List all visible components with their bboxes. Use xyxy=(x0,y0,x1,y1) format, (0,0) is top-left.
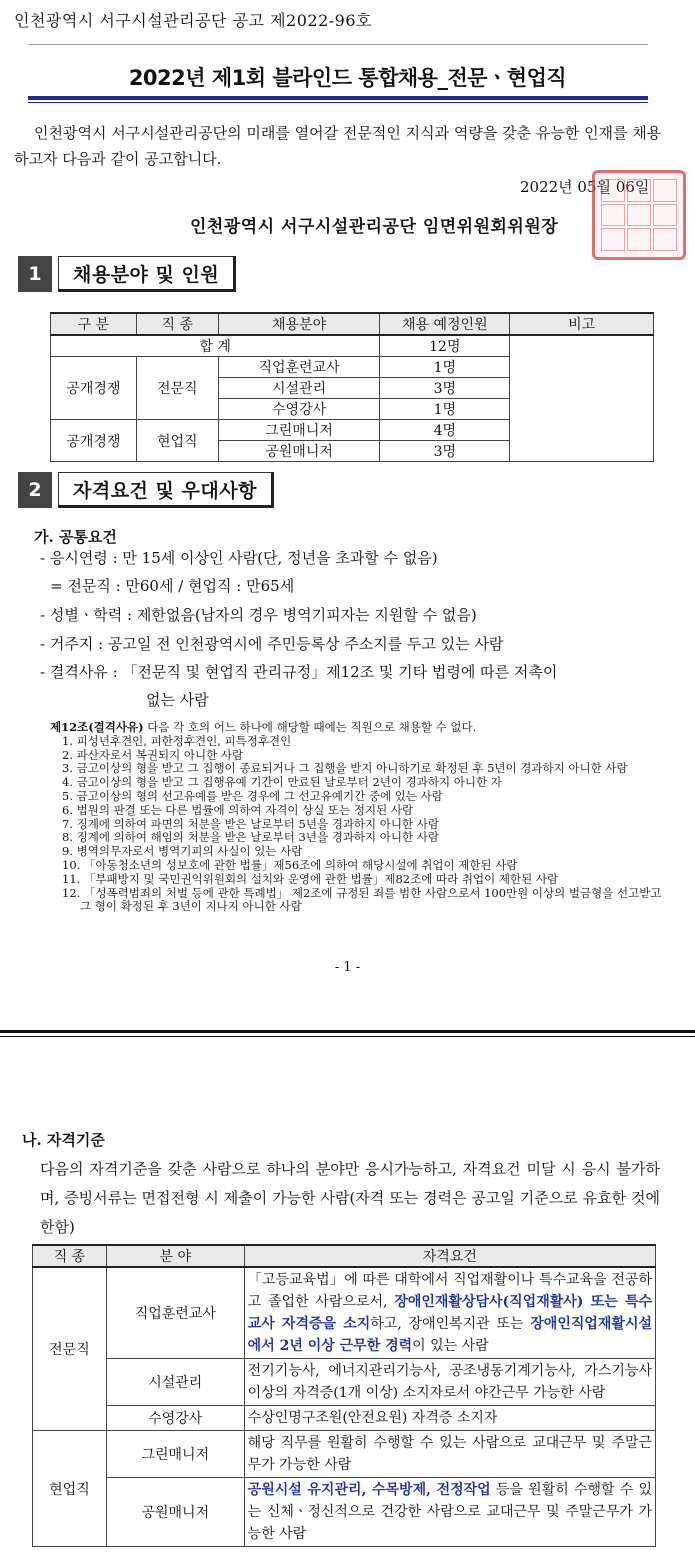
requirement-cell xyxy=(244,1478,655,1547)
requirement-disqualification-cont: 없는 사람 xyxy=(146,691,209,709)
total-label: 합 계 xyxy=(51,335,380,357)
field-cell: 수영강사 xyxy=(218,399,380,420)
count-cell: 4명 xyxy=(380,420,510,441)
requirement-gender-education: - 성별ㆍ학력 : 제한없음(남자의 경우 병역기피자는 지원할 수 없음) xyxy=(40,606,477,624)
disqualification-article xyxy=(50,721,670,914)
requirement-cell xyxy=(244,1267,655,1359)
requirement-text: 「고등교육법」에 따른 대학에서 직업재활이나 특수교육을 전공하고 졸업한 사람으로서, xyxy=(247,1272,652,1310)
field-cell: 수영강사 xyxy=(106,1406,244,1431)
column-header: 분 야 xyxy=(106,1245,244,1267)
field-cell: 직업훈련교사 xyxy=(106,1267,244,1359)
table-row xyxy=(33,1267,656,1359)
count-cell: 1명 xyxy=(380,399,510,420)
qualification-heading: 나. 자격기준 xyxy=(22,1131,105,1149)
table-row xyxy=(33,1359,656,1406)
requirement-cell: 전기기능사, 에너지관리기능사, 공조냉동기계기능사, 가스기능사 이상의 자격증(1개 이상) 소지자로서 야간근무 가능한 사람 xyxy=(244,1359,655,1406)
requirement-cell: 해당 직무를 원활히 수행할 수 있는 사람으로 교대근무 및 주말근무가 가능한 사람 xyxy=(244,1431,655,1478)
column-header: 자격요건 xyxy=(244,1245,655,1267)
section-2-number: 2 xyxy=(18,472,52,508)
notice-number: 인천광역시 서구시설관리공단 공고 제2022-96호 xyxy=(14,11,372,30)
article-item: 11. 「부패방지 및 국민권익위원회의 설치와 운영에 관한 법률」제82조에 따라 취업이 제한된 사람 xyxy=(62,871,559,886)
requirement-highlight: 공원시설 유지관리, 수목방제, 전정작업 xyxy=(247,1482,491,1498)
table-row xyxy=(33,1478,656,1547)
section-1-heading xyxy=(18,256,236,292)
top-divider xyxy=(28,44,648,45)
article-item: 1. 피성년후견인, 피한정후견인, 피특정후견인 xyxy=(62,733,292,748)
field-cell: 그린매니저 xyxy=(106,1431,244,1478)
requirement-disqualification: - 결격사유 : 「전문직 및 현업직 관리규정」제12조 및 기타 법령에 따른 저촉이 xyxy=(40,663,558,681)
article-item: 2. 파산자로서 복권되지 아니한 사람 xyxy=(62,747,244,762)
count-cell: 3명 xyxy=(380,378,510,399)
requirement-cell: 수상인명구조원(안전요원) 자격증 소지자 xyxy=(244,1406,655,1431)
article-item: 8. 징계에 의하여 해임의 처분을 받은 날로부터 3년을 경과하지 아니한 사람 xyxy=(62,830,440,845)
remarks-cell xyxy=(510,335,654,462)
page-break-line xyxy=(0,1030,695,1033)
page-title: 2022년 제1회 블라인드 통합채용_전문ㆍ현업직 xyxy=(128,66,567,90)
field-cell: 공원매니저 xyxy=(218,441,380,462)
requirement-text: 등을 원활히 수행할 수 있는 신체ㆍ정신적으로 건강한 사람으로 교대근무 및 주말근무가 가능한 사람 xyxy=(247,1482,652,1542)
qualification-intro: 다음의 자격기준을 갖춘 사람으로 하나의 분야만 응시가능하고, 자격요건 미달 시 응시 불가하며, 증빙서류는 면접전형 시 제출이 가능한 사람(자격 또는 경력은 공고일 기준으로 유효한 것에 한함) xyxy=(40,1160,660,1236)
job-type-cell: 현업직 xyxy=(33,1431,107,1547)
notice-date: 2022년 05월 06일 xyxy=(520,178,650,196)
column-header: 구 분 xyxy=(51,313,137,335)
article-item: 9. 병역의무자로서 병역기피의 사실이 있는 사람 xyxy=(62,844,303,859)
requirement-age: - 응시연령 : 만 15세 이상인 사람(단, 정년을 초과할 수 없음) xyxy=(40,549,438,567)
article-intro: 다음 각 호의 어느 하나에 해당할 때에는 직원으로 채용할 수 없다. xyxy=(147,720,477,734)
field-cell: 직업훈련교사 xyxy=(218,357,380,378)
article-item: 5. 금고이상의 형의 선고유예를 받은 경우에 그 선고유예기간 중에 있는 사람 xyxy=(62,788,443,803)
section-1-title: 채용분야 및 인원 xyxy=(58,256,236,292)
article-item: 4. 금고이상의 형을 받고 그 집행유예 기간이 만료된 날로부터 2년이 경과하지 아니한 자 xyxy=(62,775,502,790)
recruitment-table xyxy=(50,312,654,462)
requirement-highlight: 장애인직업재활시설에서 2년 이상 근무한 경력 xyxy=(247,1316,652,1354)
requirement-residence: - 거주지 : 공고일 전 인천광역시에 주민등록상 주소지를 두고 있는 사람 xyxy=(40,635,504,653)
column-header: 비고 xyxy=(510,313,654,335)
column-header: 직 종 xyxy=(33,1245,107,1267)
count-cell: 1명 xyxy=(380,357,510,378)
qualification-table xyxy=(32,1244,656,1547)
common-requirements-heading: 가. 공통요건 xyxy=(34,528,117,546)
title-underline-thick xyxy=(28,96,648,100)
article-title: 제12조(결격사유) xyxy=(50,720,144,734)
column-header: 직 종 xyxy=(136,313,218,335)
field-cell: 공원매니저 xyxy=(106,1478,244,1547)
field-cell: 그린매니저 xyxy=(218,420,380,441)
table-header-row xyxy=(33,1245,656,1267)
article-item: 3. 금고이상의 형을 받고 그 집행이 종료되거나 그 집행을 받지 아니하기로 확정된 후 5년이 경과하지 아니한 사람 xyxy=(62,761,628,776)
page-number: - 1 - xyxy=(334,960,361,975)
requirement-text: 이 있는 사람 xyxy=(412,1338,489,1354)
issuer-name: 인천광역시 서구시설관리공단 임면위원회위원장 xyxy=(190,217,559,237)
column-header: 채용분야 xyxy=(218,313,380,335)
count-cell: 3명 xyxy=(380,441,510,462)
table-row xyxy=(33,1431,656,1478)
recruit-type-cell: 공개경쟁 xyxy=(51,420,137,462)
job-type-cell: 현업직 xyxy=(136,420,218,462)
article-header xyxy=(50,721,670,735)
job-type-cell: 전문직 xyxy=(33,1267,107,1431)
job-type-cell: 전문직 xyxy=(136,357,218,420)
total-value: 12명 xyxy=(380,335,510,357)
requirement-text: 하고, 장애인복지관 또는 xyxy=(370,1316,531,1332)
section-2-heading xyxy=(18,472,274,508)
field-cell: 시설관리 xyxy=(218,378,380,399)
article-item: 6. 법원의 판결 또는 다른 법률에 의하여 자격이 상실 또는 정지된 사람 xyxy=(62,802,414,817)
article-item: 12. 「성폭력범죄의 처벌 등에 관한 특례법」 제2조에 규정된 죄를 범한 사람으로서 100만원 이상의 벌금형을 선고받고 그 형이 확정된 후 3년이 지나지 아니한 사람 xyxy=(62,885,662,914)
article-item: 10. 「아동청소년의 성보호에 관한 법률」제56조에 의하여 해당시설에 취업이 제한된 사람 xyxy=(62,857,518,872)
table-row xyxy=(33,1406,656,1431)
recruit-type-cell: 공개경쟁 xyxy=(51,357,137,420)
requirement-highlight: 장애인재활상담사(직업재활사) 또는 특수교사 자격증을 소지 xyxy=(247,1294,652,1332)
article-item: 7. 징계에 의하여 파면의 처분을 받은 날로부터 5년을 경과하지 아니한 사람 xyxy=(62,816,440,831)
section-2-title: 자격요건 및 우대사항 xyxy=(58,472,274,508)
total-row xyxy=(51,335,654,357)
title-underline-thin xyxy=(28,102,648,103)
requirement-age-limit: = 전문직 : 만60세 / 현업직 : 만65세 xyxy=(50,577,295,595)
page-break-line-thin xyxy=(0,1036,695,1037)
field-cell: 시설관리 xyxy=(106,1359,244,1406)
intro-paragraph: 인천광역시 서구시설관리공단의 미래를 열어갈 전문적인 지식과 역량을 갖춘 유능한 인재를 채용하고자 다음과 같이 공고합니다. xyxy=(14,124,662,168)
table-header-row xyxy=(51,313,654,335)
section-1-number: 1 xyxy=(18,256,52,292)
column-header: 채용 예정인원 xyxy=(380,313,510,335)
official-seal xyxy=(592,170,686,260)
